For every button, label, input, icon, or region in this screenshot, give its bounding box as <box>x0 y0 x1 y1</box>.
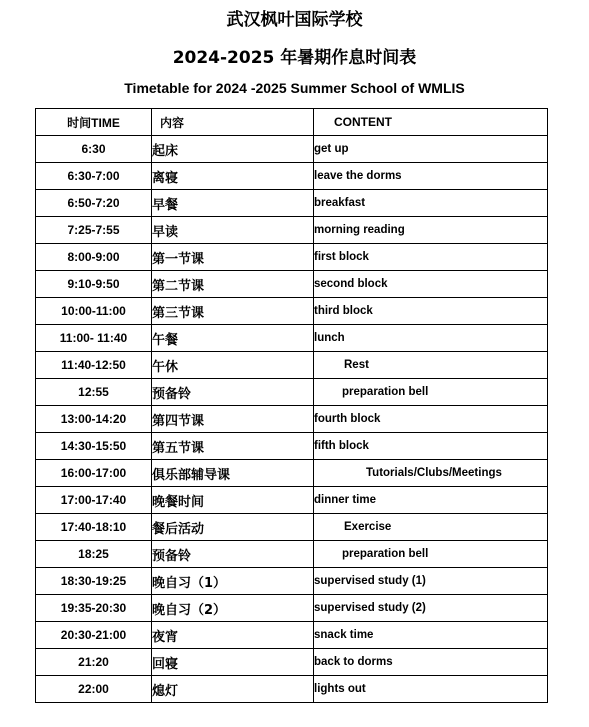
schedule-title: 2024-2025 年暑期作息时间表 <box>172 48 417 68</box>
table-row <box>36 163 548 190</box>
row-activity-cn: 第一节课 <box>152 244 314 271</box>
table-row <box>36 406 548 433</box>
table-row <box>36 298 548 325</box>
row-time: 11:00- 11:40 <box>36 325 152 352</box>
table-row <box>36 136 548 163</box>
row-time: 7:25-7:55 <box>36 217 152 244</box>
row-activity-en: fourth block <box>314 406 548 433</box>
row-time: 18:30-19:25 <box>36 568 152 595</box>
row-activity-en: third block <box>314 298 548 325</box>
row-time: 9:10-9:50 <box>36 271 152 298</box>
row-time: 6:50-7:20 <box>36 190 152 217</box>
table-row <box>36 514 548 541</box>
row-activity-en: lunch <box>314 325 548 352</box>
table-row <box>36 352 548 379</box>
table-row <box>36 190 548 217</box>
row-activity-cn: 晚餐时间 <box>152 487 314 514</box>
header-time-cn: 时间 <box>67 115 92 130</box>
header-time <box>36 109 152 136</box>
row-activity-en: lights out <box>314 676 548 703</box>
row-activity-cn: 回寝 <box>152 649 314 676</box>
row-activity-en: get up <box>314 136 548 163</box>
table-row <box>36 649 548 676</box>
row-activity-en: supervised study (2) <box>314 595 548 622</box>
row-activity-cn: 早餐 <box>152 190 314 217</box>
table-row <box>36 244 548 271</box>
row-time: 13:00-14:20 <box>36 406 152 433</box>
table-row <box>36 379 548 406</box>
table-row <box>36 325 548 352</box>
header-content-cn: 内容 <box>152 109 314 136</box>
row-activity-cn: 餐后活动 <box>152 514 314 541</box>
row-activity-cn: 第五节课 <box>152 433 314 460</box>
row-time: 8:00-9:00 <box>36 244 152 271</box>
row-activity-en: Rest <box>314 352 548 379</box>
row-activity-en: first block <box>314 244 548 271</box>
header-time-en: TIME <box>91 115 120 130</box>
row-activity-cn: 预备铃 <box>152 541 314 568</box>
row-activity-en: supervised study (1) <box>314 568 548 595</box>
row-time: 16:00-17:00 <box>36 460 152 487</box>
row-activity-cn: 预备铃 <box>152 379 314 406</box>
row-activity-cn: 第二节课 <box>152 271 314 298</box>
row-activity-cn: 第四节课 <box>152 406 314 433</box>
table-row <box>36 622 548 649</box>
row-time: 21:20 <box>36 649 152 676</box>
row-activity-cn: 离寝 <box>152 163 314 190</box>
row-time: 14:30-15:50 <box>36 433 152 460</box>
row-activity-cn: 晚自习（2） <box>152 595 314 622</box>
row-activity-en: fifth block <box>314 433 548 460</box>
row-activity-cn: 早读 <box>152 217 314 244</box>
row-time: 19:35-20:30 <box>36 595 152 622</box>
table-row <box>36 217 548 244</box>
table-row <box>36 271 548 298</box>
english-title: Timetable for 2024 -2025 Summer School of WMLIS <box>124 80 465 96</box>
row-activity-en: Exercise <box>314 514 548 541</box>
row-activity-en: leave the dorms <box>314 163 548 190</box>
row-activity-cn: 第三节课 <box>152 298 314 325</box>
row-activity-en: breakfast <box>314 190 548 217</box>
table-header-row <box>36 109 548 136</box>
row-activity-en: snack time <box>314 622 548 649</box>
timetable <box>35 108 548 703</box>
row-activity-cn: 俱乐部辅导课 <box>152 460 314 487</box>
table-row <box>36 595 548 622</box>
table-row <box>36 433 548 460</box>
school-name: 武汉枫叶国际学校 <box>226 10 363 30</box>
table-row <box>36 487 548 514</box>
row-activity-en: back to dorms <box>314 649 548 676</box>
row-time: 17:00-17:40 <box>36 487 152 514</box>
table-row <box>36 460 548 487</box>
row-activity-en: preparation bell <box>314 541 548 568</box>
row-activity-en: morning reading <box>314 217 548 244</box>
row-time: 18:25 <box>36 541 152 568</box>
table-row <box>36 676 548 703</box>
row-activity-en: dinner time <box>314 487 548 514</box>
row-time: 12:55 <box>36 379 152 406</box>
header-content-en: CONTENT <box>314 109 548 136</box>
row-activity-en: preparation bell <box>314 379 548 406</box>
row-time: 22:00 <box>36 676 152 703</box>
row-activity-cn: 午餐 <box>152 325 314 352</box>
row-activity-cn: 午休 <box>152 352 314 379</box>
row-activity-cn: 夜宵 <box>152 622 314 649</box>
row-time: 17:40-18:10 <box>36 514 152 541</box>
row-time: 6:30 <box>36 136 152 163</box>
table-row <box>36 568 548 595</box>
table-row <box>36 541 548 568</box>
row-activity-cn: 晚自习（1） <box>152 568 314 595</box>
row-time: 10:00-11:00 <box>36 298 152 325</box>
row-time: 20:30-21:00 <box>36 622 152 649</box>
row-time: 6:30-7:00 <box>36 163 152 190</box>
row-activity-en: second block <box>314 271 548 298</box>
row-activity-cn: 熄灯 <box>152 676 314 703</box>
row-time: 11:40-12:50 <box>36 352 152 379</box>
row-activity-en: Tutorials/Clubs/Meetings <box>314 460 548 487</box>
row-activity-cn: 起床 <box>152 136 314 163</box>
